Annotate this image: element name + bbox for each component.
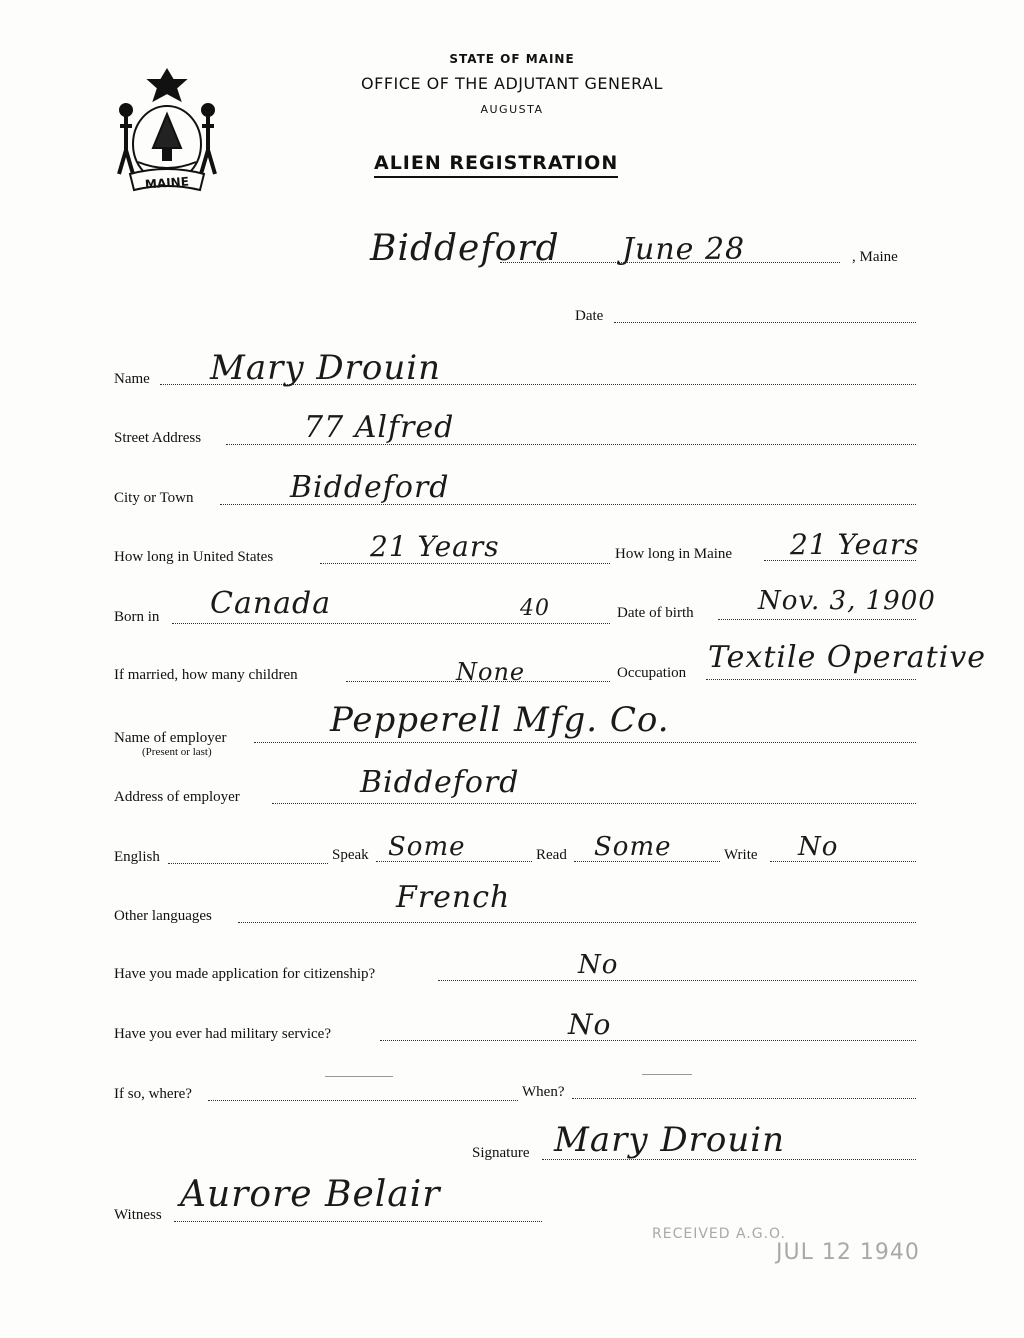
witness-value: Aurore Belair — [180, 1174, 441, 1215]
occupation-value: Textile Operative — [708, 640, 987, 675]
city-value: Biddeford — [290, 470, 450, 505]
how-long-maine-label: How long in Maine — [615, 546, 733, 562]
read-label: Read — [536, 847, 567, 863]
employer-address-value: Biddeford — [360, 765, 520, 800]
read-value: Some — [594, 832, 672, 862]
other-languages-label: Other languages — [114, 908, 212, 924]
received-stamp-date: JUL 12 1940 — [776, 1240, 920, 1265]
how-long-us-value: 21 Years — [370, 530, 500, 563]
state-heading: STATE OF MAINE — [449, 52, 575, 66]
military-value: No — [568, 1008, 612, 1041]
maine-label: , Maine — [852, 249, 898, 265]
signature-label: Signature — [472, 1145, 530, 1161]
form-title: ALIEN REGISTRATION — [374, 152, 618, 178]
military-label: Have you ever had military service? — [114, 1026, 331, 1042]
where-label: If so, where? — [114, 1086, 192, 1102]
how-long-us-label: How long in United States — [114, 549, 274, 565]
citizenship-value: No — [578, 950, 619, 980]
other-languages-value: French — [396, 880, 511, 915]
dob-value: Nov. 3, 1900 — [758, 586, 936, 616]
employer-label: Name of employer — [114, 730, 227, 746]
english-label: English — [114, 849, 160, 865]
age-value: 40 — [520, 596, 550, 621]
citizenship-label: Have you made application for citizenship? — [114, 966, 376, 982]
speak-value: Some — [388, 832, 466, 862]
received-stamp-label: RECEIVED A.G.O. — [652, 1226, 786, 1242]
how-long-maine-value: 21 Years — [790, 528, 920, 561]
witness-label: Witness — [114, 1207, 162, 1223]
children-value: None — [456, 658, 526, 686]
office-heading: OFFICE OF THE ADJUTANT GENERAL — [361, 74, 663, 93]
born-value: Canada — [210, 586, 332, 621]
employer-value: Pepperell Mfg. Co. — [330, 700, 670, 740]
name-value: Mary Drouin — [210, 348, 442, 388]
place-city-value: Biddeford — [370, 228, 560, 269]
signature-value: Mary Drouin — [554, 1120, 786, 1160]
city-heading: AUGUSTA — [480, 103, 544, 116]
place-date-value: June 28 — [622, 232, 746, 267]
born-label: Born in — [114, 609, 160, 625]
name-label: Name — [114, 371, 150, 387]
occupation-label: Occupation — [617, 665, 687, 681]
write-label: Write — [724, 847, 758, 863]
city-label: City or Town — [114, 490, 194, 506]
children-label: If married, how many children — [114, 667, 298, 683]
employer-address-label: Address of employer — [114, 789, 240, 805]
speak-label: Speak — [332, 847, 369, 863]
street-value: 77 Alfred — [304, 410, 455, 445]
dob-label: Date of birth — [617, 605, 694, 621]
street-label: Street Address — [114, 430, 202, 446]
seal-text: MAINE — [144, 174, 190, 192]
write-value: No — [798, 832, 839, 862]
date-label: Date — [575, 308, 604, 324]
when-label: When? — [522, 1084, 565, 1100]
employer-sublabel: (Present or last) — [142, 746, 212, 758]
